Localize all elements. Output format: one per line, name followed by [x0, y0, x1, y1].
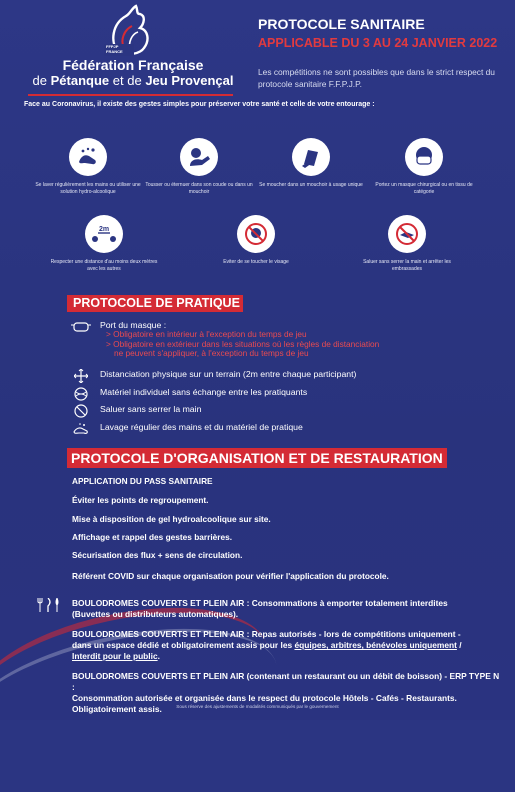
organisation-heading: PROTOCOLE D'ORGANISATION ET DE RESTAURATION: [67, 448, 447, 468]
org-item: Sécurisation des flux + sens de circulation.: [72, 550, 243, 560]
org-item: APPLICATION DU PASS SANITAIRE: [72, 476, 213, 486]
gesture-text: Se laver régulièrement les mains ou utiliser une solution hydro-alcoolique: [35, 182, 141, 195]
face-mask-icon: [70, 320, 92, 333]
gesture-item: [49, 215, 159, 273]
gesture-item: [144, 138, 254, 196]
red-divider: [28, 94, 233, 96]
gesture-item: [256, 138, 366, 189]
org-item: Éviter les points de regroupement.: [72, 495, 209, 505]
rule-greet: [70, 404, 201, 417]
mask-details: [106, 330, 379, 359]
tissue-icon: [292, 138, 330, 176]
gesture-text: Saluer sans serrer la main et arrêter les embrassades: [363, 259, 451, 272]
boulodrome-rule-2: BOULODROMES COUVERTS ET PLEIN AIR : Repas autorisés - lors de compétitions uniquement - dans un espace dédié et obligatoirement assis pour les équipes, arbitres, bénévoles uniquement / Interdit pour le public.: [72, 629, 462, 661]
protocol-intro: Les compétitions ne sont possibles que dans le strict respect du protocole sanitaire F.F.P.J.P.: [258, 67, 495, 89]
org-item: Mise à disposition de gel hydroalcoolique sur site.: [72, 514, 271, 524]
gesture-text: Tousser ou éternuer dans son coude ou dans un mouchoir: [145, 182, 253, 195]
gesture-text: Portez un masque chirurgical ou en tissu de catégorie: [375, 182, 473, 195]
gesture-text: Eviter de se toucher le visage: [223, 259, 289, 265]
rule-distance: [70, 369, 356, 382]
distance-icon: [85, 215, 123, 253]
rule-wash: [70, 422, 303, 435]
gesture-text: Respecter une distance d'au moins deux mètres avec les autres: [50, 259, 158, 272]
mask-sub-3: ne peuvent s'appliquer, à l'exception du temps de jeu: [114, 348, 309, 358]
distance-badge: 2m: [99, 226, 110, 233]
gesture-item: [201, 215, 311, 266]
arrows-icon: [70, 369, 92, 382]
practice-heading: PROTOCOLE DE PRATIQUE: [67, 295, 243, 312]
mask-title: Port du masque :: [100, 320, 167, 330]
federation-name-line1: Fédération Française: [62, 57, 204, 73]
org-item: Référent COVID sur chaque organisation pour vérifier l'application du protocole.: [72, 571, 389, 581]
rule-text: Lavage régulier des mains et du matériel de pratique: [100, 422, 303, 432]
no-handshake-icon: [70, 404, 92, 417]
coronavirus-line: Face au Coronavirus, il existe des gestes simples pour préserver votre santé et celle de votre entourage :: [24, 101, 375, 108]
hand-washing-icon: [70, 422, 92, 435]
hand-washing-icon: [69, 138, 107, 176]
mask-sub-1: > Obligatoire en intérieur à l'exception du temps de jeu: [106, 329, 307, 339]
protocol-subtitle: APPLICABLE DU 3 AU 24 JANVIER 2022: [258, 36, 498, 50]
federation-name: [28, 58, 238, 88]
gesture-item: [369, 138, 479, 196]
petanque-balls-icon: [70, 387, 92, 400]
no-handshake-icon: [388, 215, 426, 253]
boulodrome-rule-1: BOULODROMES COUVERTS ET PLEIN AIR : Consommations à emporter totalement interdites (Buvettes ou distributeurs automatiques).: [72, 598, 448, 619]
gesture-item: [352, 215, 462, 273]
svg-text:FFPJP: FFPJP: [106, 44, 119, 49]
elbow-cough-icon: [180, 138, 218, 176]
protocol-title: PROTOCOLE SANITAIRE: [258, 16, 425, 32]
face-mask-icon: [405, 138, 443, 176]
svg-text:FRANCE: FRANCE: [106, 49, 123, 54]
cutlery-icon: [36, 598, 66, 612]
rule-material: [70, 387, 307, 400]
mask-sub-2: > Obligatoire en extérieur dans les situations où les règles de distanciation: [106, 338, 380, 349]
boulodrome-rule-3: BOULODROMES COUVERTS ET PLEIN AIR (contenant un restaurant ou un débit de boisson) - ERP TYPE N : Consommation autorisée et organisée dans le respect du protocole Hôtels - Cafés - Restaurants. Obligatoirement assis.: [72, 671, 500, 714]
gesture-text: Se moucher dans un mouchoir à usage unique: [259, 182, 363, 188]
gesture-item: [33, 138, 143, 196]
footer-note: Sous réserve des ajustements de modalités communiqués par le gouvernement: [176, 704, 339, 709]
rule-text: Saluer sans serrer la main: [100, 404, 202, 414]
federation-name-line2: de Pétanque et de Jeu Provençal: [32, 73, 234, 88]
org-item: Affichage et rappel des gestes barrières.: [72, 532, 233, 542]
no-face-touch-icon: [237, 215, 275, 253]
rule-text: Matériel individuel sans échange entre les pratiquants: [100, 387, 308, 397]
rule-text: Distanciation physique sur un terrain (2m entre chaque participant): [100, 369, 357, 379]
ffpjp-rooster-logo: [100, 4, 158, 58]
